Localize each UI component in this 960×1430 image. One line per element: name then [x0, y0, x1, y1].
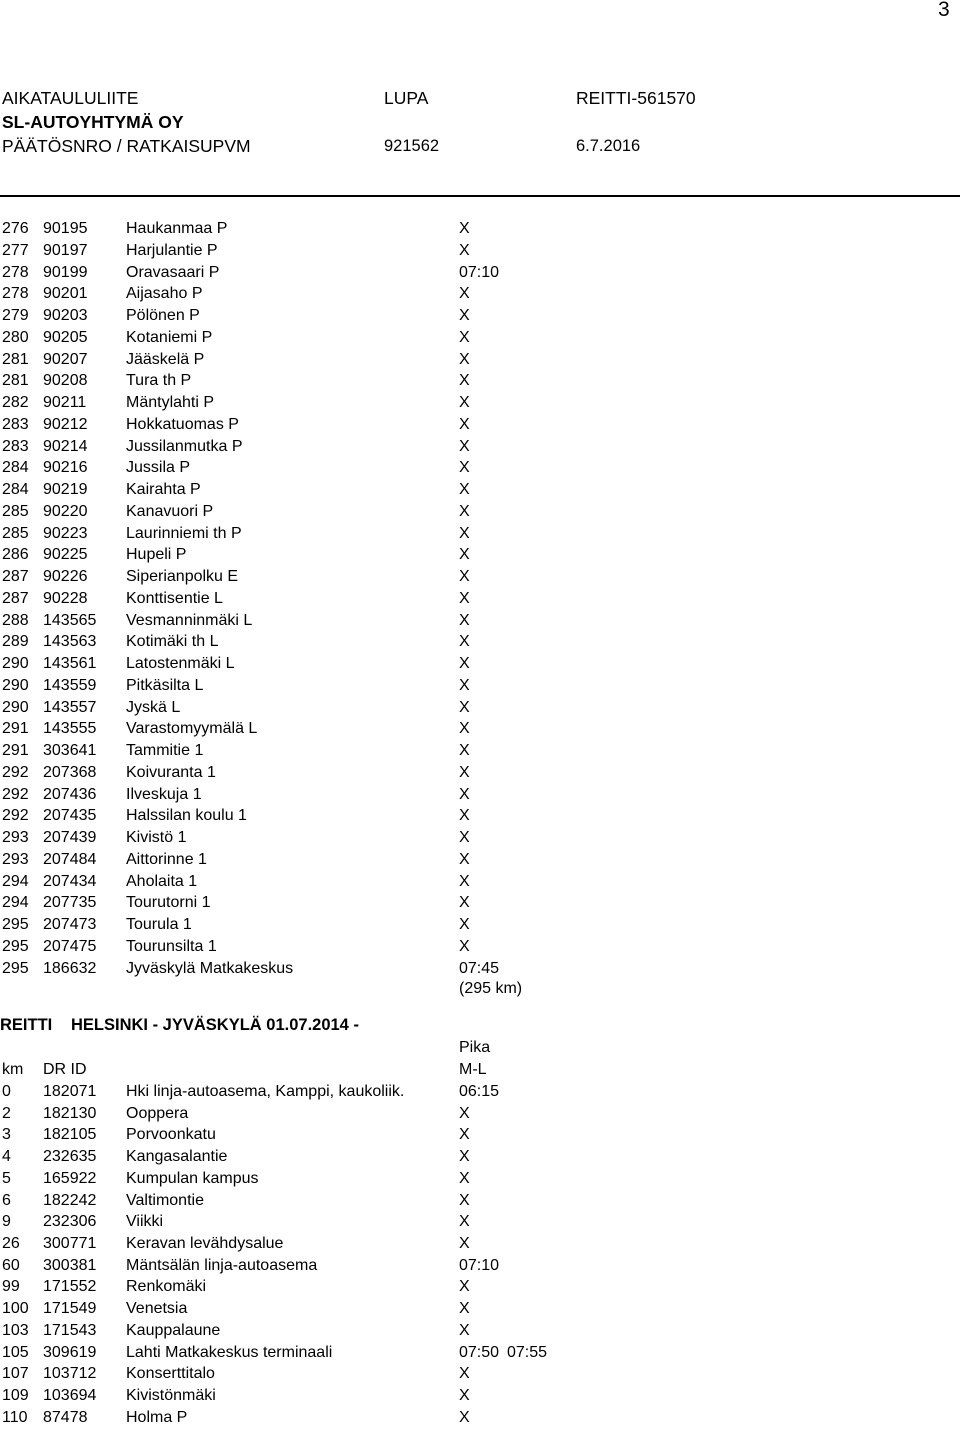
stop-name-cell: Harjulantie P: [126, 241, 218, 259]
time-cell: X: [459, 502, 470, 520]
total-distance: (295 km): [459, 980, 523, 997]
stop-id-cell: 232635: [43, 1148, 97, 1166]
km-cell: 292: [2, 785, 29, 803]
km-cell: 293: [2, 829, 29, 846]
time-cell: X: [459, 742, 470, 759]
time-cell: X: [459, 415, 470, 433]
column-header-km: km: [2, 1061, 24, 1078]
km-cell: 292: [2, 807, 29, 825]
time-cell: X: [459, 785, 470, 803]
km-cell: 109: [2, 1387, 29, 1405]
stop-name-cell: Hki linja-autoasema, Kamppi, kaukoliik.: [126, 1083, 405, 1100]
stop-name-cell: Renkomäki: [126, 1278, 207, 1296]
stop-name-cell: Mäntylahti P: [126, 394, 215, 411]
stop-name-cell: Jussilanmutka P: [126, 437, 243, 455]
km-cell: 2: [2, 1104, 11, 1122]
header-divider: [0, 195, 960, 197]
km-cell: 295: [2, 959, 29, 977]
km-cell: 289: [2, 633, 29, 651]
time-cell: 06:15: [459, 1083, 500, 1100]
stop-name-cell: Kanavuori P: [126, 502, 214, 520]
km-cell: 283: [2, 415, 29, 433]
time-cell: X: [459, 220, 470, 237]
time-cell: X: [459, 655, 470, 672]
document-title: AIKATAULULIITE: [2, 88, 139, 108]
stop-id-cell: 207484: [43, 850, 97, 868]
time-cell: X: [459, 1365, 470, 1383]
time-cell: X: [459, 459, 470, 477]
km-cell: 107: [2, 1365, 29, 1383]
time-cell: 07:10: [459, 1256, 500, 1274]
stop-name-cell: Hokkatuomas P: [126, 415, 239, 433]
km-cell: 281: [2, 350, 29, 368]
stop-name-cell: Kairahta P: [126, 481, 201, 498]
stop-id-cell: 207368: [43, 763, 97, 781]
route-label: REITTI: [0, 1016, 53, 1034]
stop-id-cell: 300771: [43, 1235, 97, 1253]
service-type: Pika: [459, 1039, 491, 1056]
time-cell: X: [459, 328, 470, 346]
time-cell: 07:10: [459, 263, 500, 281]
time-cell: X: [459, 285, 470, 303]
stop-name-cell: Tourunsilta 1: [126, 937, 217, 955]
time-cell: X: [459, 372, 470, 390]
stop-name-cell: Jyväskylä Matkakeskus: [126, 959, 294, 977]
km-cell: 294: [2, 894, 29, 912]
time-cell: 07:50: [459, 1343, 500, 1361]
time-cell: X: [459, 1191, 470, 1209]
km-cell: 284: [2, 459, 29, 477]
stop-id-cell: 171552: [43, 1278, 97, 1296]
stop-name-cell: Tourula 1: [126, 916, 192, 933]
km-cell: 281: [2, 372, 29, 390]
km-cell: 0: [2, 1083, 11, 1100]
stop-id-cell: 90195: [43, 220, 88, 237]
time-cell: X: [459, 1387, 470, 1405]
km-cell: 9: [2, 1213, 11, 1231]
stop-name-cell: Valtimontie: [126, 1191, 204, 1209]
stop-name-cell: Tammitie 1: [126, 742, 204, 759]
time-cell: X: [459, 1278, 470, 1296]
stop-name-cell: Porvoonkatu: [126, 1126, 216, 1144]
stop-name-cell: Siperianpolku E: [126, 568, 239, 585]
km-cell: 292: [2, 763, 29, 781]
stop-name-cell: Tura th P: [126, 372, 192, 390]
km-cell: 293: [2, 850, 29, 868]
time-cell: X: [459, 568, 470, 585]
stop-name-cell: Laurinniemi th P: [126, 524, 242, 542]
km-cell: 295: [2, 937, 29, 955]
km-cell: 285: [2, 502, 29, 520]
time-cell: X: [459, 763, 470, 781]
km-cell: 278: [2, 285, 29, 303]
stop-id-cell: 182105: [43, 1126, 97, 1144]
km-cell: 291: [2, 742, 29, 759]
stop-id-cell: 90225: [43, 546, 88, 564]
km-cell: 5: [2, 1169, 11, 1187]
km-cell: 283: [2, 437, 29, 455]
column-header-id: DR ID: [43, 1061, 87, 1078]
stop-id-cell: 207436: [43, 785, 97, 803]
time-cell: X: [459, 1321, 470, 1339]
stop-name-cell: Konttisentie L: [126, 589, 223, 607]
stop-id-cell: 143565: [43, 611, 97, 629]
stop-id-cell: 90211: [43, 394, 87, 411]
km-cell: 99: [2, 1278, 20, 1296]
stop-id-cell: 207473: [43, 916, 97, 933]
time-cell: X: [459, 829, 470, 846]
time-cell: X: [459, 1126, 470, 1144]
stop-id-cell: 90228: [43, 589, 88, 607]
stop-name-cell: Vesmanninmäki L: [126, 611, 253, 629]
stop-id-cell: 90208: [43, 372, 88, 390]
stop-id-cell: 90197: [43, 241, 88, 259]
stop-name-cell: Kivistö 1: [126, 829, 187, 846]
stop-id-cell: 90219: [43, 481, 88, 498]
route-title: HELSINKI - JYVÄSKYLÄ 01.07.2014 -: [71, 1016, 359, 1034]
stop-name-cell: Pitkäsilta L: [126, 676, 204, 694]
stop-name-cell: Keravan levähdysalue: [126, 1235, 284, 1253]
route-id: REITTI-561570: [576, 88, 696, 108]
stop-id-cell: 143559: [43, 676, 97, 694]
km-cell: 110: [2, 1408, 28, 1426]
time-cell: X: [459, 350, 470, 368]
stop-id-cell: 90205: [43, 328, 88, 346]
km-cell: 284: [2, 481, 29, 498]
km-cell: 3: [2, 1126, 11, 1144]
stop-name-cell: Tourutorni 1: [126, 894, 211, 912]
stop-id-cell: 171549: [43, 1300, 97, 1318]
km-cell: 290: [2, 655, 29, 672]
time-cell: X: [459, 1169, 470, 1187]
stop-name-cell: Aholaita 1: [126, 872, 198, 890]
km-cell: 26: [2, 1235, 20, 1253]
company-name: SL-AUTOYHTYMÄ OY: [2, 112, 184, 132]
decision-date: 6.7.2016: [576, 137, 641, 155]
stop-name-cell: Latostenmäki L: [126, 655, 235, 672]
km-cell: 277: [2, 241, 29, 259]
stop-name-cell: Oravasaari P: [126, 263, 220, 281]
km-cell: 288: [2, 611, 29, 629]
stop-name-cell: Pölönen P: [126, 307, 200, 324]
stop-id-cell: 90214: [43, 437, 88, 455]
time-cell: X: [459, 1213, 470, 1231]
stop-id-cell: 103694: [43, 1387, 97, 1405]
stop-id-cell: 90201: [43, 285, 88, 303]
stop-name-cell: Halssilan koulu 1: [126, 807, 247, 825]
time-cell: X: [459, 394, 470, 411]
stop-name-cell: Ilveskuja 1: [126, 785, 202, 803]
stop-id-cell: 207475: [43, 937, 97, 955]
stop-id-cell: 182071: [43, 1083, 97, 1100]
stop-name-cell: Lahti Matkakeskus terminaali: [126, 1343, 333, 1361]
km-cell: 287: [2, 589, 29, 607]
time-cell: X: [459, 807, 470, 825]
km-cell: 6: [2, 1191, 11, 1209]
time-cell: X: [459, 307, 470, 324]
stop-id-cell: 232306: [43, 1213, 97, 1231]
stop-id-cell: 90216: [43, 459, 88, 477]
stop-name-cell: Kangasalantie: [126, 1148, 228, 1166]
time-cell: X: [459, 676, 470, 694]
km-cell: 285: [2, 524, 29, 542]
time-cell: 07:45: [459, 959, 500, 977]
stop-id-cell: 87478: [43, 1408, 88, 1426]
stop-name-cell: Konserttitalo: [126, 1365, 215, 1383]
stop-id-cell: 207439: [43, 829, 97, 846]
km-cell: 4: [2, 1148, 11, 1166]
time-cell: X: [459, 894, 470, 912]
stop-name-cell: Haukanmaa P: [126, 220, 228, 237]
stop-id-cell: 207435: [43, 807, 97, 825]
stop-id-cell: 182242: [43, 1191, 97, 1209]
stop-name-cell: Mäntsälän linja-autoasema: [126, 1256, 318, 1274]
km-cell: 295: [2, 916, 29, 933]
stop-name-cell: Hupeli P: [126, 546, 187, 564]
time-cell: X: [459, 1300, 470, 1318]
stop-name-cell: Kauppalaune: [126, 1321, 221, 1339]
time-cell: X: [459, 611, 470, 629]
time-cell: X: [459, 546, 470, 564]
time-cell: X: [459, 241, 470, 259]
km-cell: 105: [2, 1343, 29, 1361]
stop-name-cell: Venetsia: [126, 1300, 188, 1318]
stop-id-cell: 165922: [43, 1169, 97, 1187]
time-cell: X: [459, 698, 470, 716]
km-cell: 290: [2, 698, 29, 716]
stop-name-cell: Kotimäki th L: [126, 633, 219, 651]
stop-name-cell: Jyskä L: [126, 698, 181, 716]
time-cell-2: 07:55: [507, 1343, 548, 1361]
stop-id-cell: 143563: [43, 633, 97, 651]
stop-id-cell: 186632: [43, 959, 97, 977]
decision-number: 921562: [384, 137, 440, 155]
km-cell: 294: [2, 872, 29, 890]
time-cell: X: [459, 1408, 470, 1426]
time-cell: X: [459, 589, 470, 607]
stop-name-cell: Koivuranta 1: [126, 763, 216, 781]
time-cell: X: [459, 633, 470, 651]
km-cell: 280: [2, 328, 29, 346]
stop-name-cell: Jussila P: [126, 459, 191, 477]
service-days: M-L: [459, 1061, 487, 1078]
km-cell: 100: [2, 1300, 29, 1318]
stop-name-cell: Kotaniemi P: [126, 328, 213, 346]
stop-name-cell: Kivistönmäki: [126, 1387, 216, 1405]
stop-id-cell: 171543: [43, 1321, 97, 1339]
stop-id-cell: 90212: [43, 415, 88, 433]
stop-name-cell: Ooppera: [126, 1104, 189, 1122]
stop-id-cell: 90207: [43, 350, 88, 368]
km-cell: 278: [2, 263, 29, 281]
km-cell: 282: [2, 394, 29, 411]
stop-id-cell: 103712: [43, 1365, 97, 1383]
km-cell: 276: [2, 220, 29, 237]
km-cell: 291: [2, 720, 29, 738]
km-cell: 60: [2, 1256, 20, 1274]
time-cell: X: [459, 437, 470, 455]
time-cell: X: [459, 720, 470, 738]
stop-id-cell: 143561: [43, 655, 97, 672]
stop-id-cell: 90199: [43, 263, 88, 281]
km-cell: 290: [2, 676, 29, 694]
stop-id-cell: 207735: [43, 894, 97, 912]
stop-id-cell: 143557: [43, 698, 97, 716]
time-cell: X: [459, 937, 470, 955]
decision-label: PÄÄTÖSNRO / RATKAISUPVM: [2, 136, 251, 156]
stop-id-cell: 309619: [43, 1343, 97, 1361]
time-cell: X: [459, 1104, 470, 1122]
time-cell: X: [459, 1148, 470, 1166]
time-cell: X: [459, 481, 470, 498]
page-number: 3: [938, 0, 950, 21]
permit-label: LUPA: [384, 88, 429, 108]
stop-name-cell: Kumpulan kampus: [126, 1169, 259, 1187]
stop-id-cell: 90203: [43, 307, 88, 324]
stop-name-cell: Aijasaho P: [126, 285, 203, 303]
stop-id-cell: 207434: [43, 872, 97, 890]
time-cell: X: [459, 916, 470, 933]
stop-name-cell: Holma P: [126, 1408, 188, 1426]
stop-id-cell: 143555: [43, 720, 97, 738]
stop-id-cell: 90223: [43, 524, 88, 542]
time-cell: X: [459, 524, 470, 542]
stop-id-cell: 182130: [43, 1104, 97, 1122]
stop-id-cell: 303641: [43, 742, 97, 759]
stop-name-cell: Aittorinne 1: [126, 850, 207, 868]
km-cell: 279: [2, 307, 29, 324]
stop-id-cell: 90226: [43, 568, 88, 585]
stop-name-cell: Varastomyymälä L: [126, 720, 258, 738]
km-cell: 103: [2, 1321, 29, 1339]
stop-id-cell: 300381: [43, 1256, 97, 1274]
time-cell: X: [459, 850, 470, 868]
stop-name-cell: Viikki: [126, 1213, 164, 1231]
stop-name-cell: Jääskelä P: [126, 350, 205, 368]
km-cell: 287: [2, 568, 29, 585]
km-cell: 286: [2, 546, 29, 564]
time-cell: X: [459, 1235, 470, 1253]
stop-id-cell: 90220: [43, 502, 88, 520]
time-cell: X: [459, 872, 470, 890]
